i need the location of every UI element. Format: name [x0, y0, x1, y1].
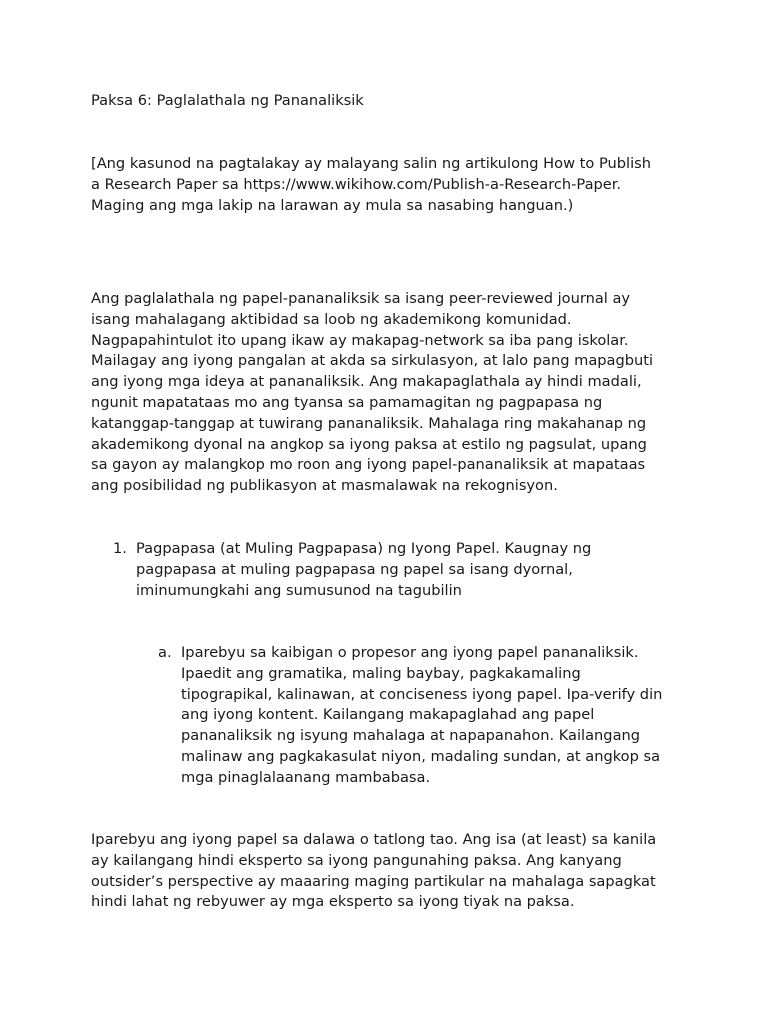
list-item-line: pagpapasa at muling pagpapasa ng papel sa isang dyornal, — [136, 560, 573, 578]
sub-item-line: mga pinaglalaanang mambabasa. — [181, 768, 431, 786]
sub-item-line: ang iyong kontent. Kailangang makapaglahad ang papel — [181, 706, 595, 724]
document-title — [91, 91, 364, 112]
intro-line: ang iyong mga ideya at pananaliksik. Ang makapaglathala ay hindi madali, — [91, 373, 642, 391]
sub-item-text — [181, 643, 662, 789]
list-number: 1. — [113, 540, 127, 557]
closing-paragraph — [91, 830, 656, 913]
intro-line: Mailagay ang iyong pangalan at akda sa sirkulasyon, at lalo pang mapagbuti — [91, 352, 654, 370]
closing-line: hindi lahat ng rebyuwer ay mga eksperto sa iyong tiyak na paksa. — [91, 893, 575, 911]
intro-line: katanggap-tanggap at tuwirang pananaliksik. Mahalaga ring makahanap ng — [91, 414, 647, 432]
sub-item-line: Ipaedit ang gramatika, maling baybay, pagkakamaling — [181, 664, 581, 682]
title-text: Paksa 6: Paglalathala ng Pananaliksik — [91, 92, 364, 109]
list-item-text — [136, 539, 591, 601]
sub-item-line: pananaliksik ng isyung mahalaga at napapanahon. Kailangang — [181, 727, 641, 745]
intro-paragraph — [91, 289, 653, 497]
translation-note — [91, 154, 651, 216]
closing-line: Iparebyu ang iyong papel sa dalawa o tatlong tao. Ang isa (at least) sa kanila — [91, 831, 657, 848]
sub-item-line: Iparebyu sa kaibigan o propesor ang iyong papel pananaliksik. — [181, 644, 639, 661]
intro-line: sa gayon ay malangkop mo roon ang iyong papel-pananaliksik at mapataas — [91, 456, 646, 474]
sub-item-line: malinaw ang pagkakasulat niyon, madaling sundan, at angkop sa — [181, 747, 661, 765]
closing-line: ay kailangang hindi eksperto sa iyong pangunahing paksa. Ang kanyang — [91, 851, 622, 869]
note-line: a Research Paper sa https://www.wikihow.com/Publish-a-Research-Paper. — [91, 175, 622, 193]
note-line: [Ang kasunod na pagtalakay ay malayang salin ng artikulong How to Publish — [91, 155, 651, 172]
intro-line: Ang paglalathala ng papel-pananaliksik sa isang peer-reviewed journal ay — [91, 290, 631, 307]
note-line: Maging ang mga lakip na larawan ay mula sa nasabing hanguan.) — [91, 196, 574, 214]
list-item-line: iminumungkahi ang sumusunod na tagubilin — [136, 581, 462, 599]
intro-line: ang posibilidad ng publikasyon at masmalawak na rekognisyon. — [91, 477, 558, 495]
intro-line: akademikong dyonal na angkop sa iyong paksa at estilo ng pagsulat, upang — [91, 435, 647, 453]
intro-line: ngunit mapatataas mo ang tyansa sa pamamagitan ng pagpapasa ng — [91, 393, 603, 411]
list-item-line: Pagpapasa (at Muling Pagpapasa) ng Iyong Papel. Kaugnay ng — [136, 540, 592, 557]
closing-line: outsider’s perspective ay maaaring maging partikular na mahalaga sapagkat — [91, 872, 656, 890]
list-letter: a. — [158, 644, 172, 661]
intro-line: Nagpapahintulot ito upang ikaw ay makapag-network sa iba pang iskolar. — [91, 331, 629, 349]
sub-item-line: tipograpikal, kalinawan, at conciseness iyong papel. Ipa-verify din — [181, 685, 663, 703]
intro-line: isang mahalagang aktibidad sa loob ng akademikong komunidad. — [91, 310, 572, 328]
